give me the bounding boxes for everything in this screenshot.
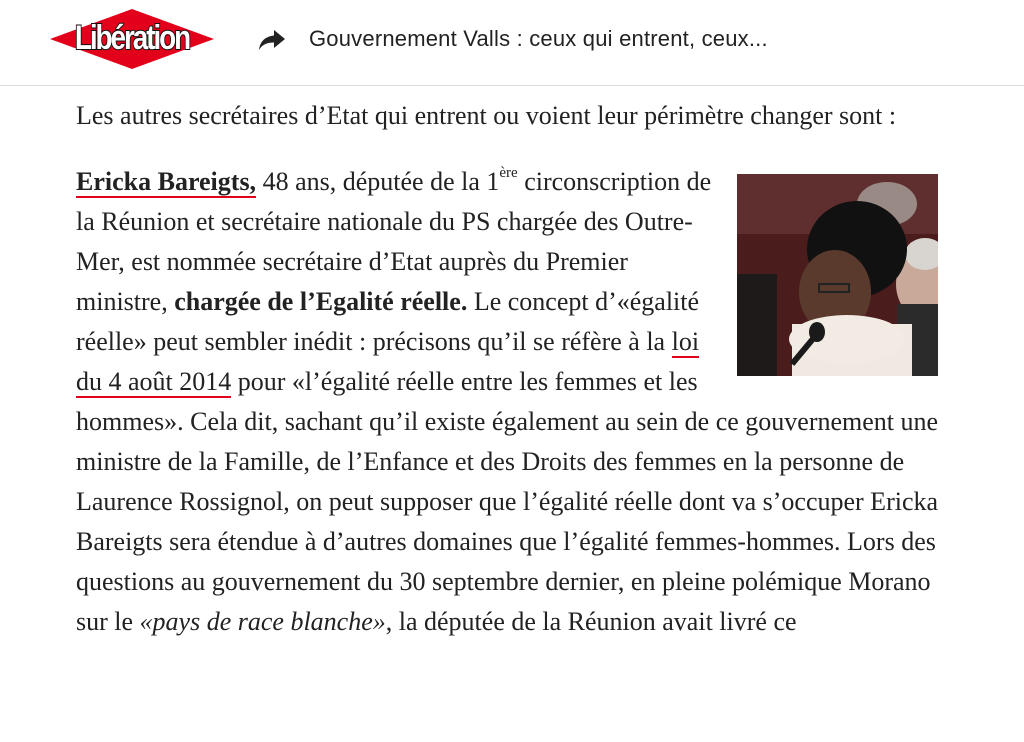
person-name-link[interactable]: Ericka Bareigts, bbox=[76, 167, 257, 196]
text-segment: , la députée de la Réunion avait livré ce bbox=[385, 607, 797, 636]
article-body bbox=[76, 96, 946, 642]
text-segment: Le concept d’«égalité réelle» peut sembler inédit : précisons qu’il se réfère à la bbox=[76, 287, 700, 356]
text-segment: pour «l’égalité réelle entre les femmes et les hommes». Cela dit, sachant qu’il existe également au sein de ce gouvernement une ministre de la Famille, de l’Enfance et des Droits des femmes en la personne de Laurence Rossignol, on peut supposer que l’égalité réelle dont va s’occuper Ericka Bareigts sera étendue à d’autres domaines que l’égalité femmes-hommes. Lors des questions au gouvernement du 30 septembre dernier, en pleine polémique Morano sur le bbox=[76, 367, 939, 636]
top-bar bbox=[0, 0, 1024, 86]
person-photo bbox=[737, 174, 938, 376]
text-segment: 48 ans, députée de la 1 bbox=[256, 167, 500, 196]
share-arrow-icon[interactable] bbox=[257, 27, 287, 53]
ordinal-superscript: ère bbox=[499, 165, 518, 182]
logo-wordmark: Libération bbox=[74, 19, 190, 57]
quote-italic-text: «pays de race blanche» bbox=[139, 607, 386, 636]
text-segment: circonscription de la Réunion et secrétaire nationale du PS chargée des Outre-Mer, est nommée secrétaire d’Etat auprès du Premier ministre, bbox=[76, 167, 712, 316]
article-headline[interactable]: Gouvernement Valls : ceux qui entrent, ceux... bbox=[309, 26, 768, 51]
intro-paragraph: Les autres secrétaires d’Etat qui entrent ou voient leur périmètre changer sont : bbox=[76, 101, 897, 130]
law-link[interactable]: loi du 4 août 2014 bbox=[76, 327, 700, 396]
liberation-logo[interactable] bbox=[50, 9, 214, 69]
role-bold-text: chargée de l’Egalité réelle. bbox=[174, 287, 468, 316]
